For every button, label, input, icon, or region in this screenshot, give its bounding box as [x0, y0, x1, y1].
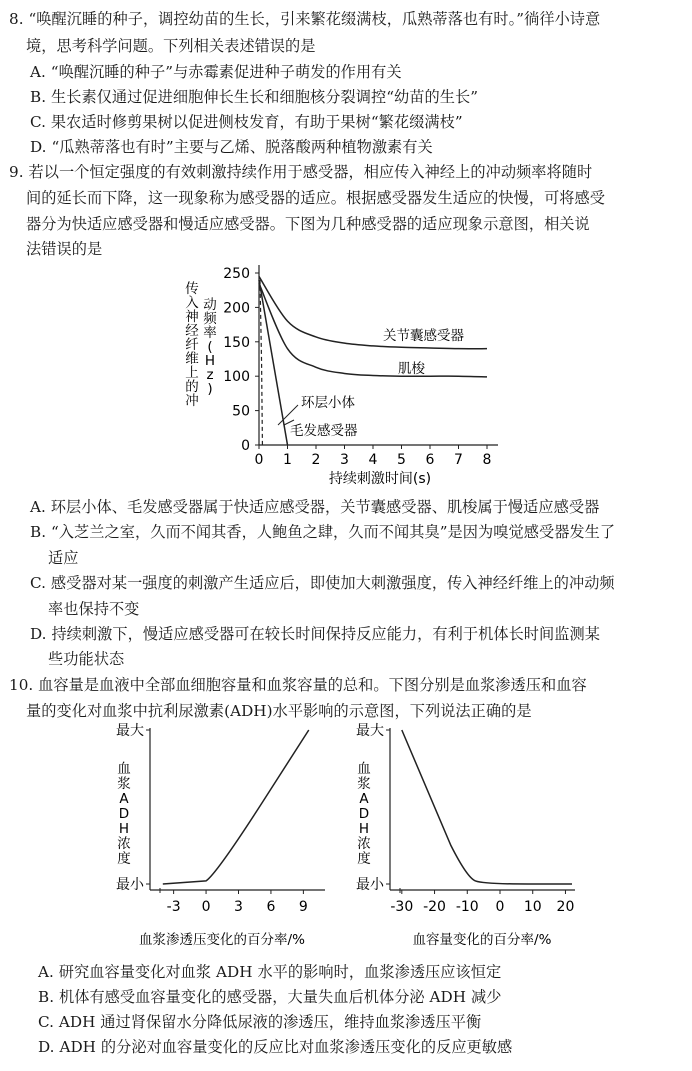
chart1-label-joint-capsule: 关节囊感受器 [383, 328, 464, 344]
q9-option-b-line-2: 适应 [48, 549, 79, 567]
q10-option-d: D. ADH 的分泌对血容量变化的反应比对血浆渗透压变化的反应更敏感 [38, 1038, 513, 1056]
chart1-ytick-label: 150 [223, 334, 250, 351]
q10-option-a: A. 研究血容量变化对血浆 ADH 水平的影响时，血浆渗透压应该恒定 [38, 963, 502, 981]
q9-stem-line-1: 9. 若以一个恒定强度的有效刺激持续作用于感受器，相应传入神经上的冲动频率将随时 [9, 163, 593, 181]
chart1-ytick-label: 250 [223, 266, 250, 282]
chart1-xtick-label: 5 [397, 452, 406, 468]
q9-option-d-line-2: 些功能状态 [48, 650, 125, 668]
q8-option-d: D. “瓜熟蒂落也有时”主要与乙烯、脱落酸两种植物激素有关 [30, 138, 433, 156]
chart1-xtick-label: 3 [340, 452, 349, 468]
chart3-series-adh [402, 730, 572, 884]
chart2-xtick-label: 0 [201, 899, 211, 915]
chart1-xtick-label: 8 [482, 452, 492, 468]
q10-stem-line-1: 10. 血容量是血液中全部血细胞容量和血浆容量的总和。下图分别是血浆渗透压和血容 [9, 676, 587, 694]
chart1-xtick-label: 1 [283, 452, 292, 468]
chart3-y-axis-label: 血浆 A D H 浓度 [357, 761, 371, 867]
chart3-x-axis-label: 血容量变化的百分率/% [412, 932, 552, 948]
chart3-xtick-label: -20 [423, 899, 446, 915]
chart3-xtick-label: -30 [390, 899, 414, 915]
q8-stem-line-1: 8. “唤醒沉睡的种子，调控幼苗的生长，引来繁花缀满枝，瓜熟蒂落也有时。”徜徉小诗意 [9, 10, 601, 28]
chart2-series-adh [163, 730, 309, 884]
chart1-xtick-label: 4 [368, 452, 378, 468]
chart2-xtick-label: -3 [166, 899, 181, 915]
chart1-xtick-label: 7 [454, 452, 463, 468]
q9-stem-line-4: 法错误的是 [26, 240, 103, 258]
chart2-ytick-label-max: 最大 [116, 723, 144, 739]
chart3-xtick-label: 20 [556, 899, 575, 915]
chart1-y-axis-label-col1: 传入神经纤维上的冲 [185, 281, 199, 409]
chart1-xtick-label: 0 [254, 452, 264, 468]
adh-osmolality-chart [100, 718, 340, 953]
chart2-xtick-label: 3 [234, 899, 243, 915]
q10-option-c: C. ADH 通过肾保留水分降低尿液的渗透压，维持血浆渗透压平衡 [38, 1013, 482, 1031]
chart2-xtick-label: 9 [298, 899, 308, 915]
q8-stem-line-2: 境，思考科学问题。下列相关表述错误的是 [26, 37, 316, 55]
q9-option-c-line-1: C. 感受器对某一强度的刺激产生适应后，即使加大刺激强度，传入神经纤维上的冲动频 [30, 574, 615, 592]
q8-option-c: C. 果农适时修剪果树以促进侧枝发育，有助于果树“繁花缀满枝” [30, 113, 463, 131]
chart2-x-axis-label: 血浆渗透压变化的百分率/% [139, 932, 305, 948]
chart3-xtick-label: 0 [495, 899, 505, 915]
chart2-y-axis-label: 血浆 A D H 浓度 [117, 761, 131, 867]
chart1-ytick-label: 0 [241, 438, 250, 454]
q9-option-b-line-1: B. “入芝兰之室，久而不闻其香，人鲍鱼之肆，久而不闻其臭”是因为嗅觉感受器发生了 [30, 523, 616, 541]
chart1-label-muscle-spindle: 肌梭 [398, 361, 425, 377]
chart1-ytick-label: 200 [223, 300, 250, 317]
chart3-xtick-label: 10 [523, 899, 542, 915]
adh-blood-volume-chart [340, 718, 585, 953]
q9-option-c-line-2: 率也保持不变 [48, 600, 140, 618]
chart1-label-hair-receptor: 毛发感受器 [290, 423, 358, 439]
chart2-ytick-label-min: 最小 [116, 877, 144, 893]
chart3-xtick-label: -10 [455, 899, 479, 915]
chart1-series-pacinian [260, 280, 262, 445]
chart1-xtick-label: 2 [311, 452, 321, 468]
q10-option-b: B. 机体有感受血容量变化的感受器，大量失血后机体分泌 ADH 减少 [38, 988, 502, 1006]
chart3-ytick-label-min: 最小 [356, 877, 384, 893]
chart1-y-axis-label [185, 281, 217, 409]
q9-stem-line-2: 间的延长而下降，这一现象称为感受器的适应。根据感受器发生适应的快慢，可将感受 [26, 189, 606, 207]
q8-option-b: B. 生长素仅通过促进细胞伸长生长和细胞核分裂调控“幼苗的生长” [30, 88, 479, 106]
chart1-ytick-label: 100 [223, 369, 250, 386]
chart1-xtick-label: 6 [425, 452, 435, 468]
chart1-x-axis-label: 持续刺激时间(s) [328, 471, 432, 487]
chart3-ytick-label-max: 最大 [356, 723, 384, 739]
q9-stem-line-3: 器分为快适应感受器和慢适应感受器。下图为几种感受器的适应现象示意图，相关说 [26, 215, 590, 233]
chart1-label-pacinian: 环层小体 [301, 395, 355, 411]
chart2-xtick-label: 6 [266, 899, 276, 915]
chart1-ytick-label: 50 [232, 403, 250, 420]
q8-option-a: A. “唤醒沉睡的种子”与赤霉素促进种子萌发的作用有关 [30, 63, 402, 81]
q10-stem-line-2: 量的变化对血浆中抗利尿激素(ADH)水平影响的示意图，下列说法正确的是 [26, 702, 532, 720]
q9-option-d-line-1: D. 持续刺激下，慢适应感受器可在较长时间保持反应能力，有利于机体长时间监测某 [30, 625, 600, 643]
q9-option-a: A. 环层小体、毛发感受器属于快适应感受器，关节囊感受器、肌梭属于慢适应感受器 [30, 498, 600, 516]
receptor-adaptation-chart [180, 255, 520, 495]
chart1-y-axis-label-col2: 动频率( H z ) [203, 297, 217, 397]
